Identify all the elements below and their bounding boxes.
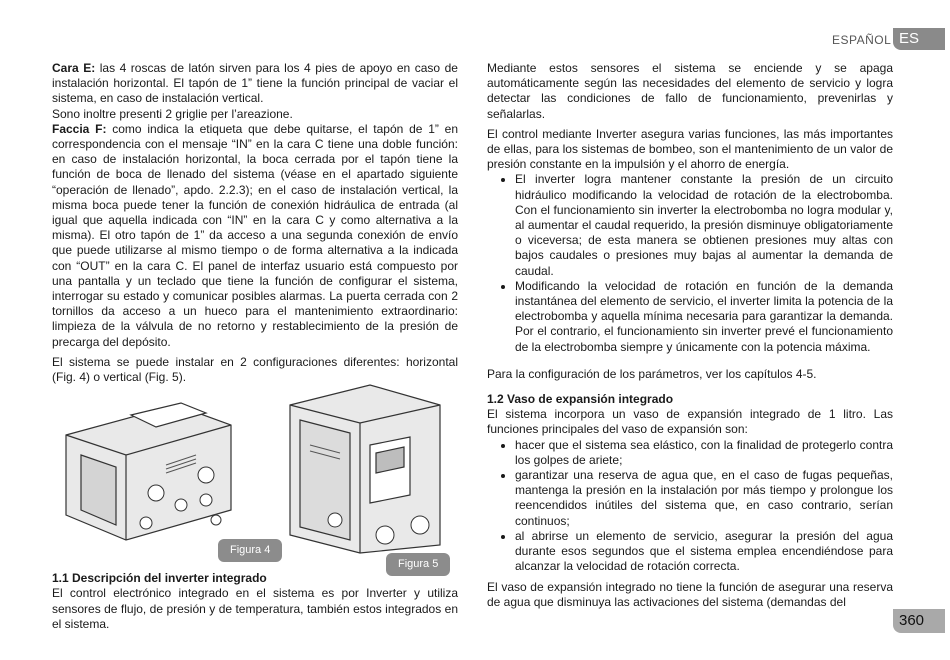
- figure-5-vertical-unit: [280, 375, 450, 555]
- list-item: • al abrirse un elemento de servicio, asegurar la presión del agua durante esos segundos que el sistema emplea encendiéndose para alcanzar la velocidad de rotación correcta.: [515, 529, 893, 575]
- section-title-expansion: 1.2 Vaso de expansión integrado: [487, 392, 674, 407]
- paragraph-face-f: [52, 122, 458, 350]
- paragraph-sensors: Mediante estos sensores el sistema se enciende y se apaga automáticamente según las necesidades del elemento de servicio y logra detectar las condiciones de fallo de funcionamiento, prevenirlas y señalarlas.: [487, 61, 893, 121]
- paragraph-expansion-note: El vaso de expansión integrado no tiene la función de asegurar una reserva de agua que disminuya las activaciones del sistema (demandas del: [487, 579, 893, 609]
- paragraph-face-e: [52, 61, 458, 107]
- figure-4-label: Figura 4: [218, 539, 282, 562]
- list-item: • hacer que el sistema sea elástico, con la finalidad de protegerlo contra los golpes de ariete;: [515, 438, 893, 468]
- right-column: [487, 61, 893, 610]
- list-item: • El inverter logra mantener constante la presión de un circuito hidráulico modificando la velocidad de rotación de la electrobomba. Con el funcionamiento sin inverter la electrobomba no logra modular y, al aumentar el caudal requerido, la presión disminuye obligatoriamente o viceversa; de esta manera se obtienen presiones muy altas con bajos caudales o presiones muy bajas al aumentar la demanda de caudal.: [515, 172, 893, 278]
- face-f-label: Faccia F:: [52, 121, 107, 136]
- expansion-bullet-list: [487, 438, 893, 575]
- list-item: • garantizar una reserva de agua que, en el caso de fugas pequeñas, mantenga la presión en la instalación por más tiempo y prolongue los reencendidos inútiles del sistema que, en caso contrario, serían continuos;: [515, 468, 893, 529]
- language-label: ESPAÑOL: [832, 33, 892, 47]
- inverter-bullet-list: [487, 172, 893, 354]
- page-number: 360: [893, 609, 945, 633]
- paragraph-grilles: Sono inoltre presenti 2 griglie per l’areazione.: [52, 106, 293, 121]
- section-title-inverter: 1.1 Descripción del inverter integrado: [52, 571, 267, 586]
- figure-4-horizontal-unit: [56, 395, 256, 545]
- paragraph-inverter-functions: El control mediante Inverter asegura varias funciones, las más importantes de ellas, para los sistemas de bombeo, son el mantenimiento de un valor de presión constante en la impulsión y el ahorro de energía.: [487, 126, 893, 172]
- paragraph-expansion-intro: El sistema incorpora un vaso de expansión integrado de 1 litro. Las funciones principales del vaso de expansión son:: [487, 407, 893, 437]
- paragraph-inverter-desc: El control electrónico integrado en el sistema es por Inverter y utiliza sensores de flujo, de presión y de temperatura, también estos integrados en el sistema.: [52, 586, 458, 631]
- figure-5-label: Figura 5: [386, 553, 450, 576]
- face-e-label: Cara E:: [52, 61, 96, 75]
- list-item: • Modificando la velocidad de rotación en función de la demanda instantánea del elemento de servicio, el inverter limita la potencia de la electrobomba y aquella mínima necesaria para garantizar la demanda. Por el contrario, el funcionamiento sin inverter prevé el funcionamiento de la electrobomba siempre y únicamente con la potencia máxima.: [515, 279, 893, 355]
- paragraph-parameters: Para la configuración de los parámetros, ver los capítulos 4-5.: [487, 366, 817, 381]
- left-column: [52, 61, 458, 632]
- face-e-text: las 4 roscas de latón sirven para los 4 pies de apoyo en caso de instalación horizontal. El tapón de 1” tiene la función principal de vaciar el sistema, en caso de instalación vertical.: [52, 61, 458, 106]
- paragraph-install-config: El sistema se puede instalar en 2 configuraciones diferentes: horizontal (Fig. 4) o vertical (Fig. 5).: [52, 354, 458, 385]
- face-f-text: como indica la etiqueta que debe quitarse, el tapón de 1” en correspondencia con el mensaje “IN” en la cara C tiene una doble función: en caso de instalación horizontal, la boca cerrada por el tapón tiene la función de boca de llenado del sistema (véase en el apartado siguiente “operación de llenado”, apdo. 2.2.3); en el caso de instalación vertical, la misma boca puede tener la función de conexión hidráulica de entrada (al igual que aquella indicada con “IN” en la cara C y como alternativa a la misma). El otro tapón de 1” da acceso a una segunda conexión de envío que puede utilizarse al mismo tiempo o de forma alternativa a la indicada con “OUT” en la cara C. El panel de interfaz usuario está compuesto por una pantalla y un teclado que tiene la función de configurar el sistema, interrogar su estado y comunicar posibles alarmas. La puerta cerrada con 2 tornillos da acceso a un hueco para el mantenimiento extraordinario: limpieza de la válvula de no retorno y restablecimiento de la presión de precarga del depósito.: [52, 121, 458, 349]
- language-code-badge: ES: [893, 28, 945, 50]
- figures-area: [52, 387, 458, 571]
